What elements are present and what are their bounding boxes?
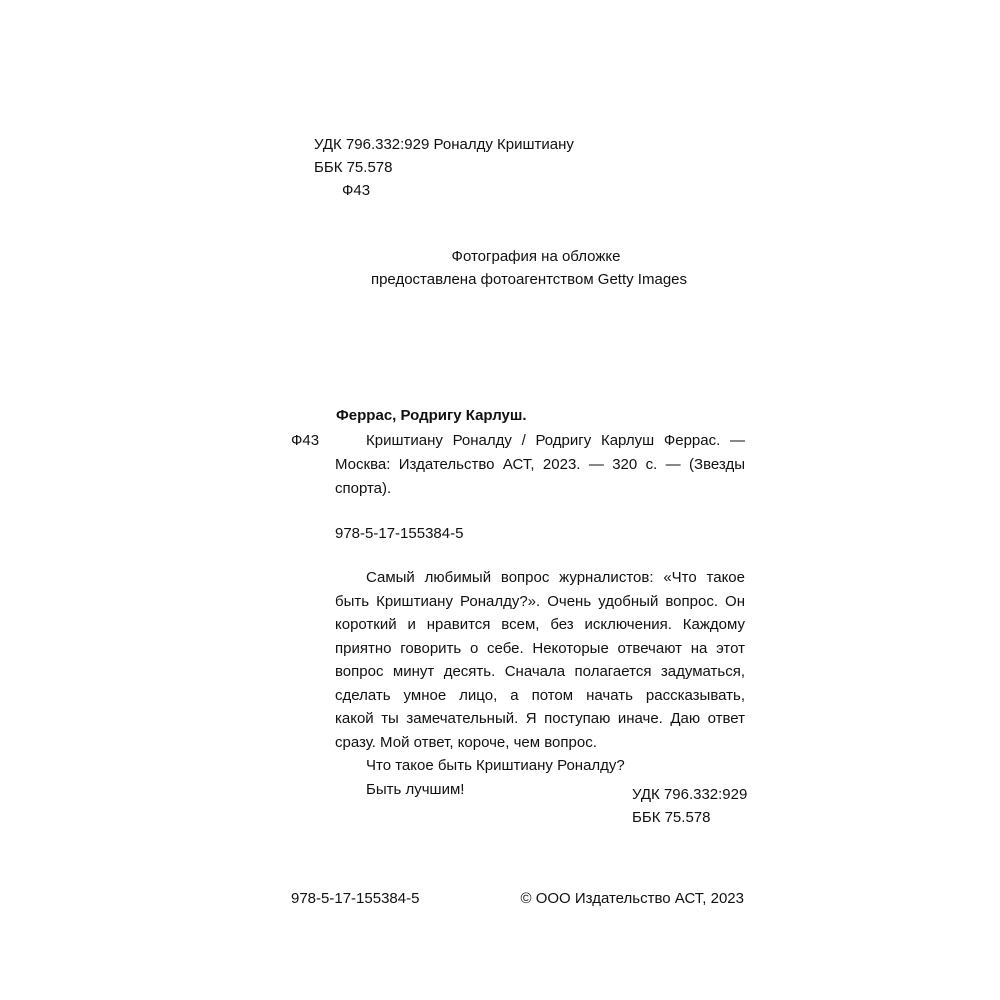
udk-top: УДК 796.332:929 Роналду Криштиану <box>314 136 574 153</box>
photo-credit-line-1: Фотография на обложке <box>451 248 621 265</box>
annotation-line-6: сделать умное лицо, а потом начать рассказывать, <box>335 687 745 704</box>
author-mark: Ф43 <box>291 432 320 449</box>
description-line-2: Москва: Издательство АСТ, 2023. — 320 с. — (Звезды <box>335 456 745 473</box>
annotation-line-9: Что такое быть Криштиану Роналду? <box>366 757 625 774</box>
bbk-top: ББК 75.578 <box>314 159 393 176</box>
annotation-line-1: Самый любимый вопрос журналистов: «Что такое <box>366 569 745 586</box>
description-line-3: спорта). <box>335 480 392 497</box>
annotation-line-3: короткий и нравится всем, без исключения. Каждому <box>335 616 745 633</box>
bbk-bottom: ББК 75.578 <box>632 809 711 826</box>
photo-credit-line-2: предоставлена фотоагентством Getty Images <box>370 271 688 288</box>
footer-copyright: © ООО Издательство АСТ, 2023 <box>520 890 744 907</box>
annotation-line-7: какой ты замечательный. Я поступаю иначе. Даю ответ <box>335 710 745 727</box>
isbn: 978-5-17-155384-5 <box>335 525 464 542</box>
annotation-line-2: быть Криштиану Роналду?». Очень удобный вопрос. Он <box>335 593 745 610</box>
annotation-line-5: вопрос минут десять. Сначала полагается задуматься, <box>335 663 745 680</box>
author-heading: Феррас, Родригу Карлуш. <box>336 407 527 424</box>
udk-bottom: УДК 796.332:929 <box>632 786 748 803</box>
author-mark-top: Ф43 <box>342 182 371 199</box>
footer-isbn: 978-5-17-155384-5 <box>291 890 420 907</box>
annotation-line-4: приятно говорить о себе. Некоторые отвечают на этот <box>335 640 745 657</box>
annotation-line-10: Быть лучшим! <box>366 781 465 798</box>
description-line-1: Криштиану Роналду / Родригу Карлуш Феррас. — <box>366 432 745 449</box>
annotation-line-8: сразу. Мой ответ, короче, чем вопрос. <box>335 734 597 751</box>
